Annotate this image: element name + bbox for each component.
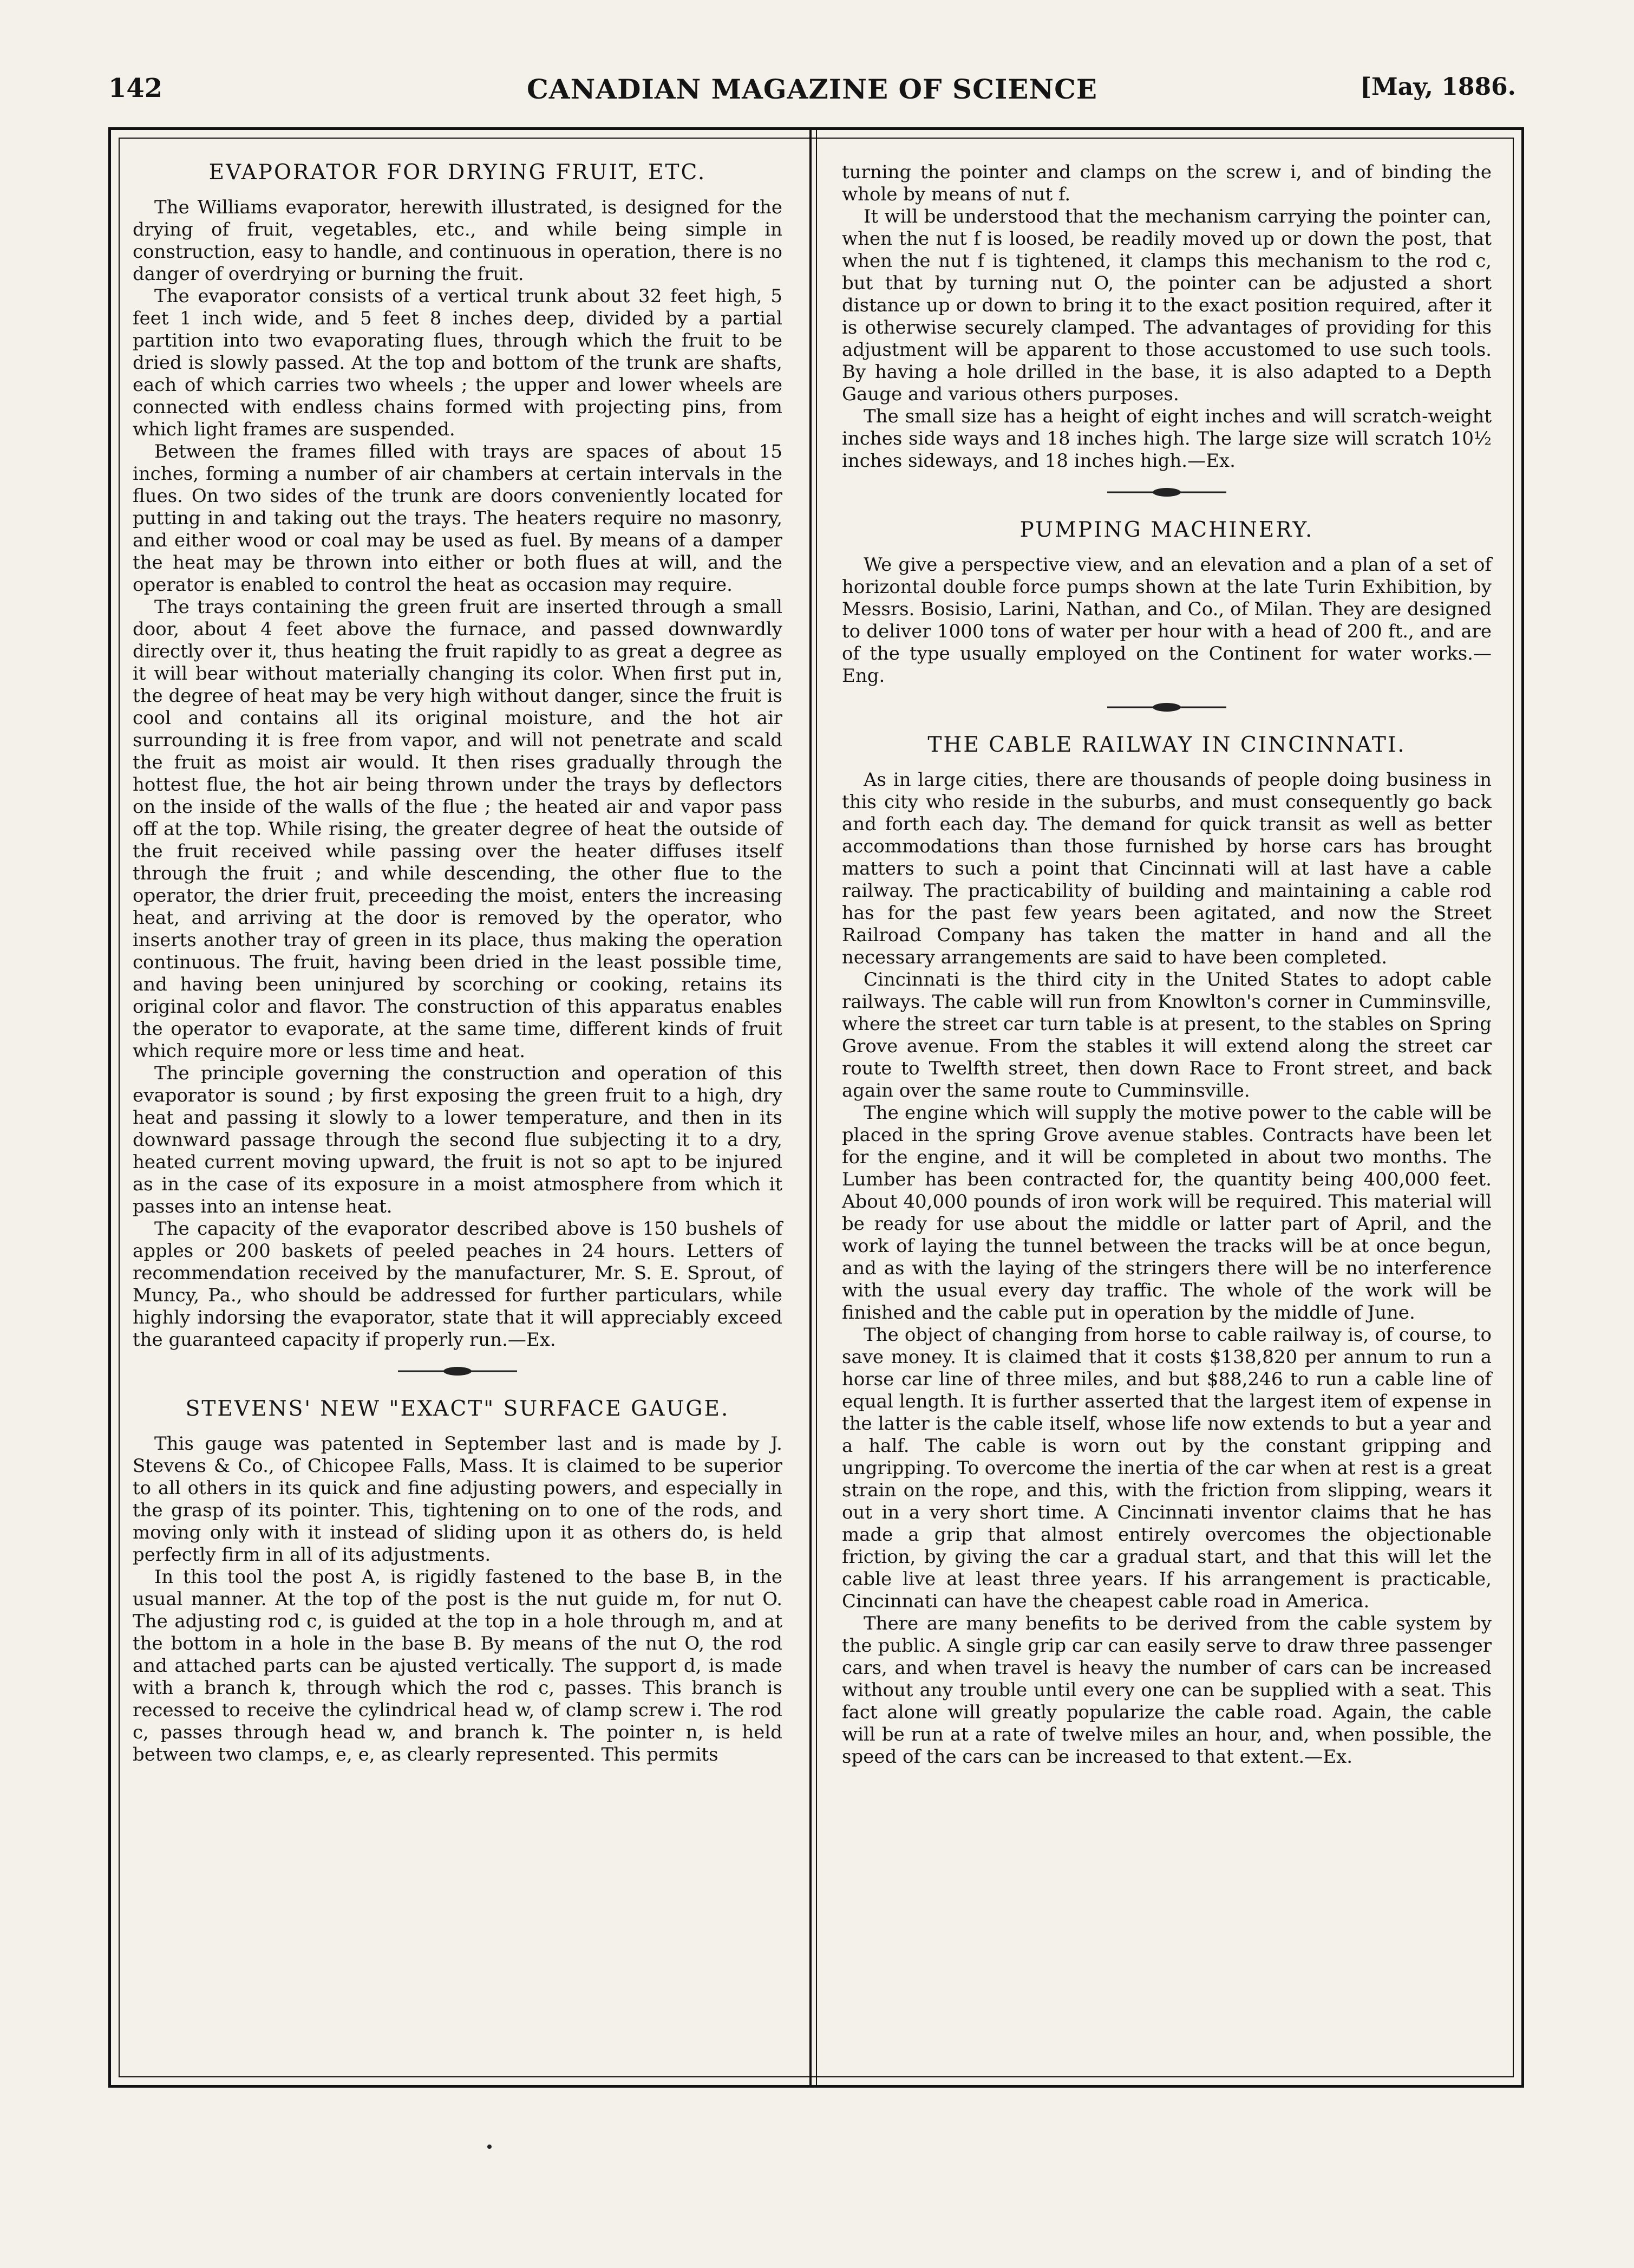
paragraph: We give a perspective view, and an elevation and a plan of a set of horizontal double force pumps shown at the late Turin Exhibition, by Messrs. Bosisio, Larini, Nathan, and Co., of Milan. They are designed to deliver 1000 tons of water per hour with a head of 200 ft., and are of the type usually employed on the Continent for water works.—Eng. — [842, 554, 1492, 687]
running-title: CANADIAN MAGAZINE OF SCIENCE — [527, 73, 1097, 105]
paragraph: As in large cities, there are thousands of people doing business in this city who reside in the suburbs, and must consequently go back and forth each day. The demand for quick transit as well as better accommodations than those furnished by horse cars has brought matters to such a point that Cincinnati will at last have a cable railway. The practicability of building and maintaining a cable rod has for the past few years been agitated, and now the Street Railroad Company has taken the matter in hand and all the necessary arrangements are said to have been completed. — [842, 769, 1492, 968]
page-header — [108, 73, 1516, 116]
article-title-cable-railway: THE CABLE RAILWAY IN CINCINNATI. — [927, 733, 1406, 757]
article-title-evaporator: EVAPORATOR FOR DRYING FRUIT, ETC. — [208, 160, 707, 185]
page-number: 142 — [108, 73, 163, 103]
article-title-surface-gauge: STEVENS' NEW "EXACT" SURFACE GAUGE. — [185, 1397, 730, 1421]
section-divider-ornament — [842, 699, 1492, 718]
paragraph: The small size has a height of eight inches and will scratch-weight inches side ways and 18 inches high. The large size will scratch 10½ inches sideways, and 18 inches high.—Ex. — [842, 406, 1492, 472]
article-title-pumping-machinery: PUMPING MACHINERY. — [1019, 518, 1314, 542]
paragraph: The trays containing the green fruit are inserted through a small door, about 4 feet above the furnace, and passed downwardly directly over it, thus heating the fruit rapidly to as great a degree as it will bear without materially changing its color. When first put in, the degree of heat may be very high without danger, since the fruit is cool and contains all its original moisture, and the hot air surrounding it is free from vapor, and will not penetrate and scald the fruit as moist air would. It then rises gradually through the hottest flue, the hot air being thrown under the trays by deflectors on the inside of the walls of the flue ; the heated air and vapor pass off at the top. While rising, the greater degree of heat the outside of the fruit received while passing over the heater diffuses itself through the fruit ; and while descending, the other flue to the operator, the drier fruit, preceeding the moist, enters the increasing heat, and arriving at the door is removed by the operator, who inserts another tray of green in its place, thus making the operation continuous. The fruit, having been dried in the least possible time, and having been uninjured by scorching or cooking, retains its original color and flavor. The construction of this apparatus enables the operator to evaporate, at the same time, different kinds of fruit which require more or less time and heat. — [133, 596, 782, 1062]
paragraph: The object of changing from horse to cable railway is, of course, to save money. It is claimed that it costs $138,820 per annum to run a horse car line of three miles, and but $88,246 to run a cable line of equal length. It is further asserted that the largest item of expense in the latter is the cable itself, whose life now extends to but a year and a half. The cable is worn out by the constant gripping and ungripping. To overcome the inertia of the car when at rest is a great strain on the rope, and this, with the friction from slipping, wears it out in a very short time. A Cincinnati inventor claims that he has made a grip that almost entirely overcomes the objectionable friction, by giving the car a gradual start, and that this will let the cable live at least three years. If his arrangement is practicable, Cincinnati can have the cheapest cable road in America. — [842, 1324, 1492, 1612]
paragraph: The evaporator consists of a vertical trunk about 32 feet high, 5 feet 1 inch wide, and 5 feet 8 inches deep, divided by a partial partition into two evaporating flues, through which the fruit to be dried is slowly passed. At the top and bottom of the trunk are shafts, each of which carries two wheels ; the upper and lower wheels are connected with endless chains formed with projecting pins, from which light frames are suspended. — [133, 285, 782, 440]
section-divider-ornament — [133, 1363, 782, 1381]
paragraph-continued: turning the pointer and clamps on the screw i, and of binding the whole by means of nut f. — [842, 161, 1492, 205]
paragraph: The capacity of the evaporator described above is 150 bushels of apples or 200 baskets of peeled peaches in 24 hours. Letters of recommendation received by the manufacturer, Mr. S. E. Sprout, of Muncy, Pa., who should be addressed for further particulars, while highly indorsing the evaporator, state that it will appreciably exceed the guaranteed capacity if properly run.—Ex. — [133, 1218, 782, 1351]
paragraph: In this tool the post A, is rigidly fastened to the base B, in the usual manner. At the top of the post is the nut guide m, for nut O. The adjusting rod c, is guided at the top in a hole through m, and at the bottom in a hole in the base B. By means of the nut O, the rod and attached parts can be ajusted vertically. The support d, is made with a branch k, through which the rod c, passes. This branch is recessed to receive the cylindrical head w, of clamp screw i. The rod c, passes through head w, and branch k. The pointer n, is held between two clamps, e, e, as clearly represented. This permits — [133, 1566, 782, 1765]
right-column — [842, 161, 1492, 1768]
paragraph: Between the frames filled with trays are spaces of about 15 inches, forming a number of air chambers at certain intervals in the flues. On two sides of the trunk are doors conveniently located for putting in and taking out the trays. The heaters require no masonry, and either wood or coal may be used as fuel. By means of a damper the heat may be thrown into either or both flues at will, and the operator is enabled to control the heat as occasion may require. — [133, 441, 782, 596]
print-speck — [487, 2145, 492, 2149]
section-divider-ornament — [842, 484, 1492, 503]
paragraph: The engine which will supply the motive power to the cable will be placed in the spring Grove avenue stables. Contracts have been let for the engine, and it will be completed in about two months. The Lumber has been contracted for, the quantity being 400,000 feet. About 40,000 pounds of iron work will be required. This material will be ready for use about the middle or latter part of April, and the work of laying the tunnel between the tracks will be at once begun, and as with the laying of the stringers there will be no interference with the usual every day traffic. The whole of the work will be finished and the cable put in operation by the middle of June. — [842, 1102, 1492, 1324]
left-column — [133, 161, 782, 1766]
paragraph: The Williams evaporator, herewith illustrated, is designed for the drying of fruit, vegetables, etc., and while being simple in construction, easy to handle, and continuous in operation, there is no danger of overdrying or burning the fruit. — [133, 197, 782, 285]
issue-date: [May, 1886. — [1360, 73, 1516, 101]
paragraph: The principle governing the construction and operation of this evaporator is sound ; by first exposing the green fruit to a high, dry heat and passing it slowly to a lower temperature, and then in its downward passage through the second flue subjecting it to a dry, heated current moving upward, the fruit is not so apt to be injured as in the case of its exposure in a moist atmosphere from which it passes into an intense heat. — [133, 1063, 782, 1217]
paragraph: It will be understood that the mechanism carrying the pointer can, when the nut f is loosed, be readily moved up or down the post, that when the nut f is tightened, it clamps this mechanism to the rod c, but that by turning nut O, the pointer can be adjusted a short distance up or down to bring it to the exact position required, after it is otherwise securely clamped. The advantages of providing for this adjustment will be apparent to those accustomed to use such tools. By having a hole drilled in the base, it is also adapted to a Depth Gauge and various others purposes. — [842, 206, 1492, 405]
paragraph: This gauge was patented in September last and is made by J. Stevens & Co., of Chicopee Falls, Mass. It is claimed to be superior to all others in its quick and fine adjusting powers, and especially in the grasp of its pointer. This, tightening on to one of the rods, and moving only with it instead of sliding upon it as others do, is held perfectly firm in all of its adjustments. — [133, 1433, 782, 1566]
column-divider — [809, 130, 817, 2085]
page-frame — [108, 127, 1524, 2088]
paragraph: There are many benefits to be derived from the cable system by the public. A single grip car can easily serve to draw three passenger cars, and when travel is heavy the number of cars can be increased without any trouble until every one can be supplied with a seat. This fact alone will greatly popularize the cable road. Again, the cable will be run at a rate of twelve miles an hour, and, when possible, the speed of the cars can be increased to that extent.—Ex. — [842, 1613, 1492, 1768]
paragraph: Cincinnati is the third city in the United States to adopt cable railways. The cable will run from Knowlton's corner in Cumminsville, where the street car turn table is at present, to the stables on Spring Grove avenue. From the stables it will extend along the street car route to Twelfth street, then down Race to Front street, and back again over the same route to Cumminsville. — [842, 969, 1492, 1102]
